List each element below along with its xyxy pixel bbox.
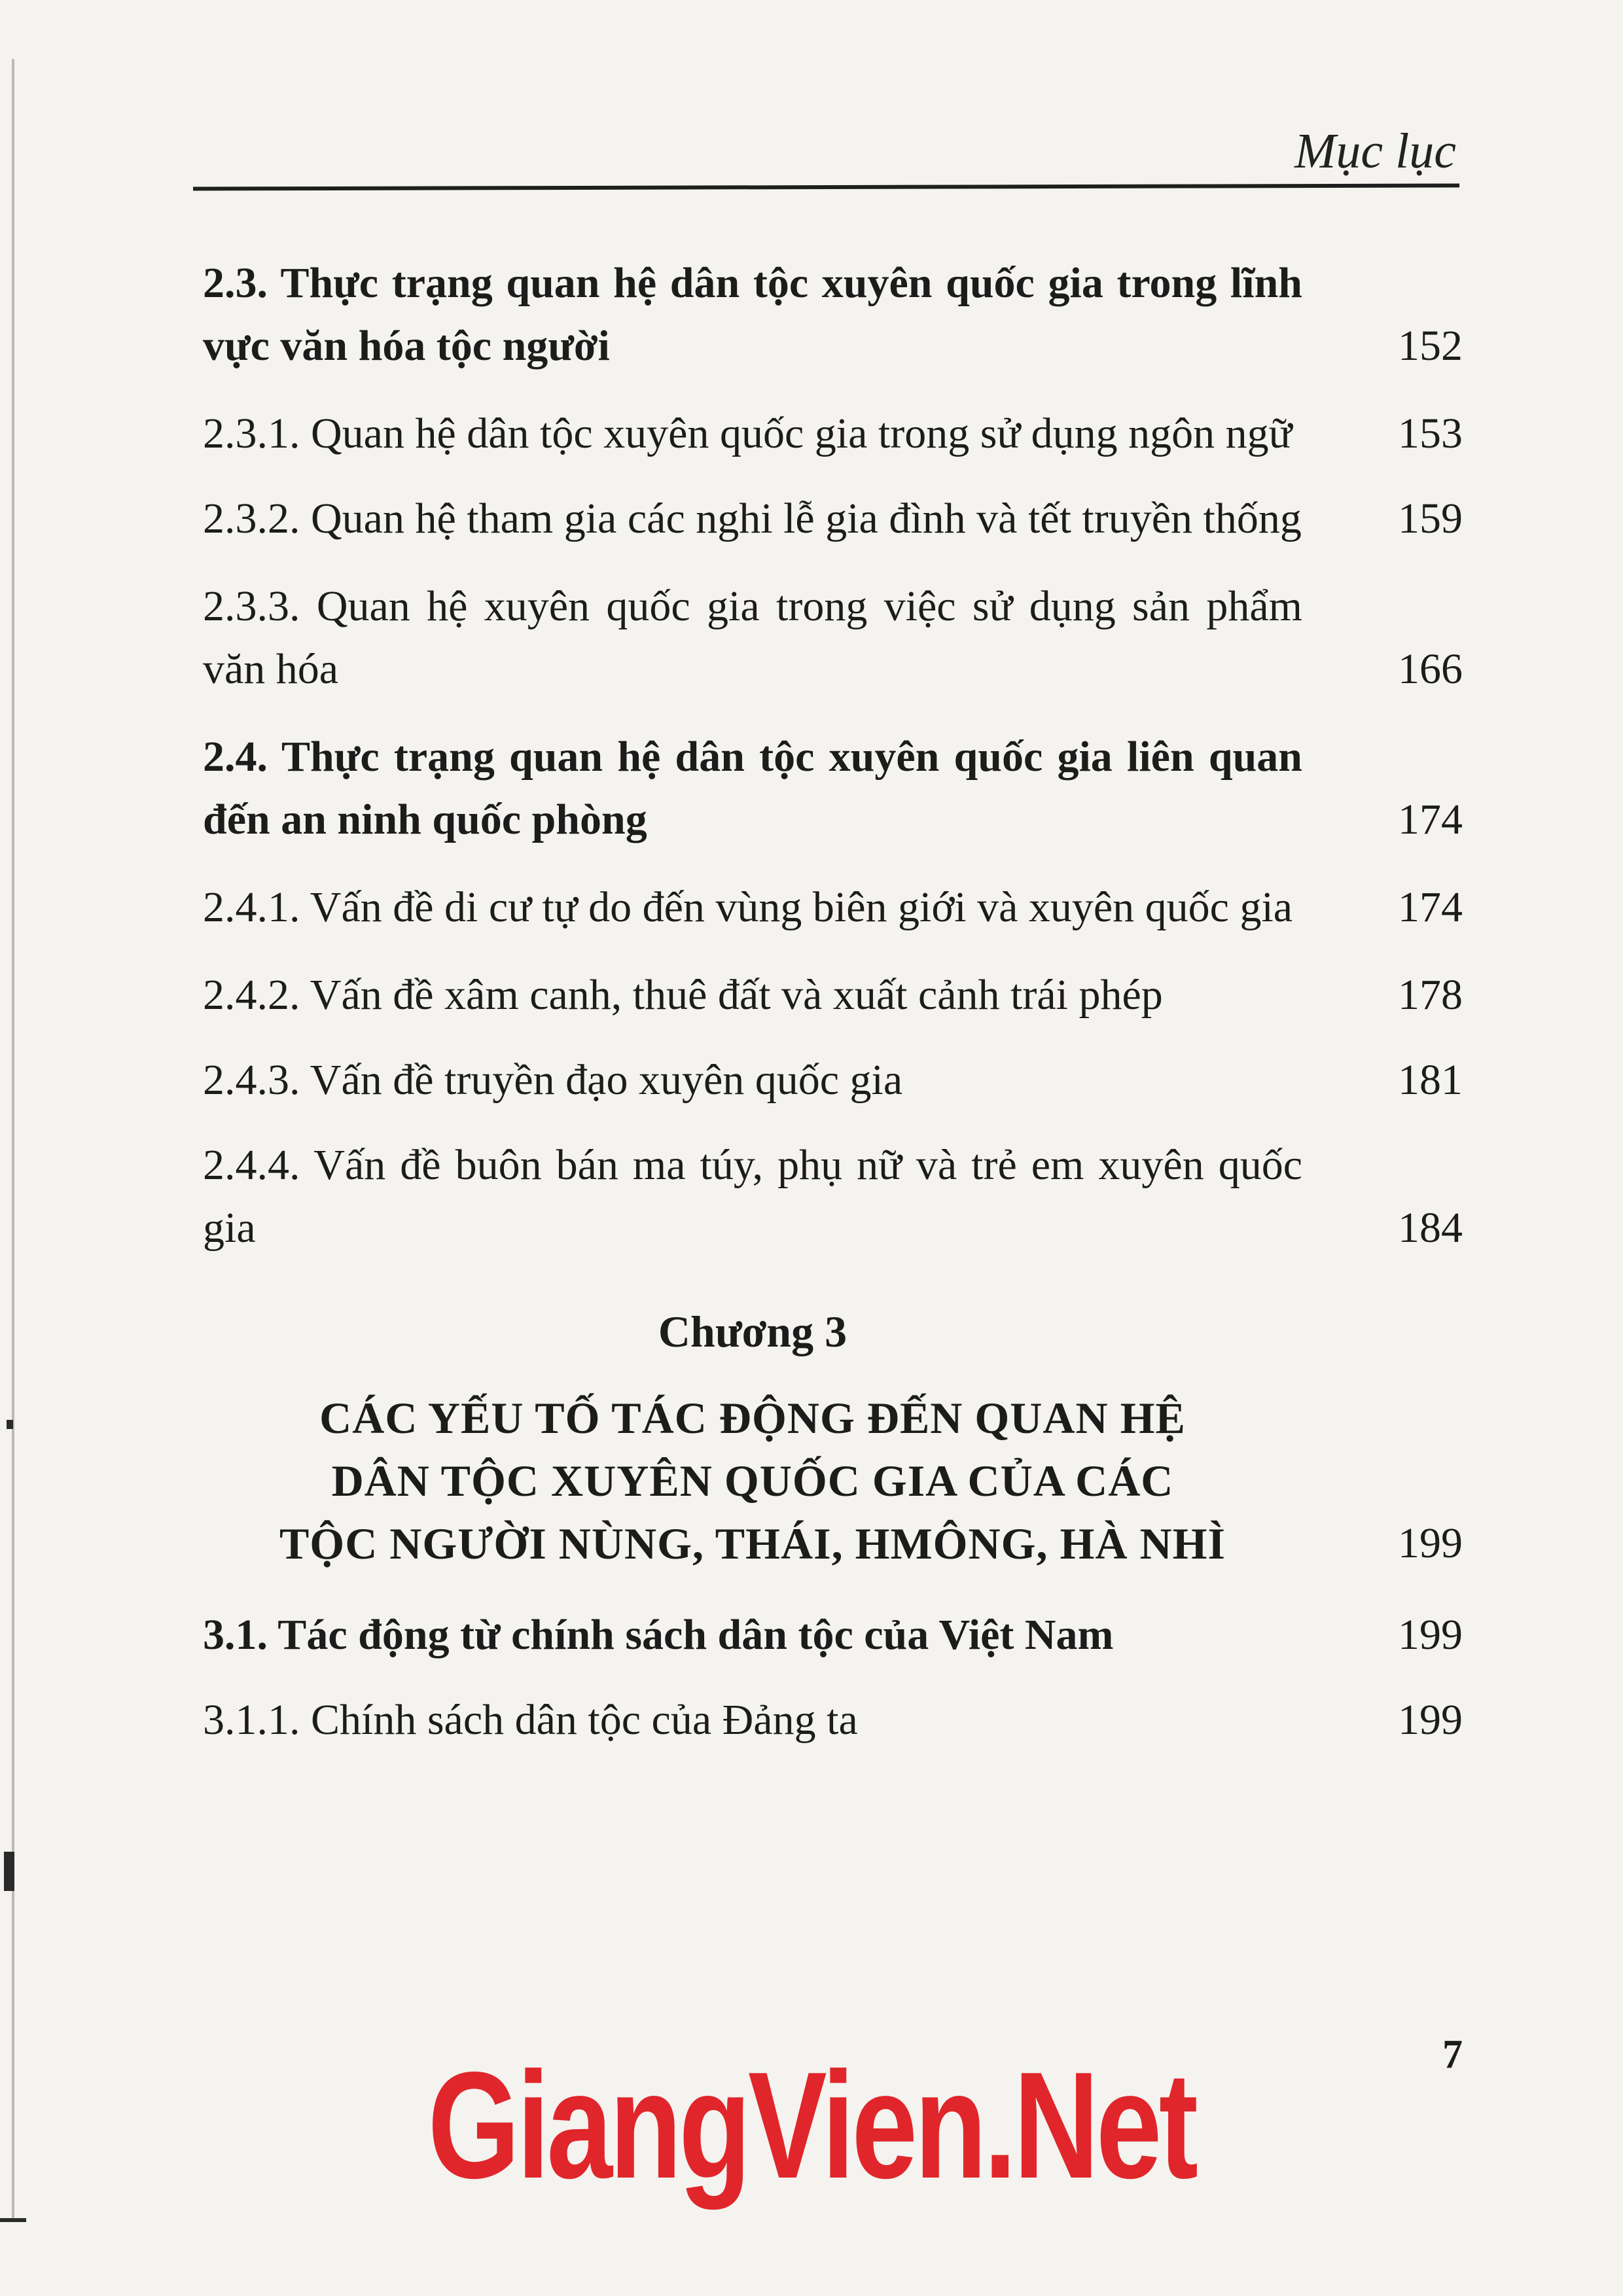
toc-entry-title: 2.3.3. Quan hệ xuyên quốc gia trong việc sử dụng sản phẩm văn hóa [203, 582, 1302, 693]
toc-entry[interactable] [203, 487, 1463, 550]
toc-entry-title: 3.1.1. Chính sách dân tộc của Đảng ta [203, 1696, 858, 1744]
toc-section-part1 [203, 252, 1463, 1260]
watermark-logo: GiangVien.Net [427, 2041, 1196, 2210]
toc-entry-title: 2.4.2. Vấn đề xâm canh, thuê đất và xuất cảnh trái phép [203, 971, 1163, 1019]
chapter-entry[interactable] [203, 1386, 1463, 1575]
chapter-title-line: TỘC NGƯỜI NÙNG, THÁI, HMÔNG, HÀ NHÌ [279, 1519, 1226, 1568]
toc-page-number: 181 [1398, 1056, 1463, 1104]
toc-entry-title: 2.4.4. Vấn đề buôn bán ma túy, phụ nữ và trẻ em xuyên quốc gia [203, 1141, 1302, 1252]
toc-page-number: 184 [1398, 1204, 1463, 1252]
toc-page-number: 199 [1398, 1519, 1463, 1567]
toc-page-number: 153 [1398, 410, 1463, 457]
toc-page-number: 174 [1398, 796, 1463, 843]
toc-entry-title: 2.4.1. Vấn đề di cư tự do đến vùng biên giới và xuyên quốc gia [203, 883, 1293, 931]
chapter-title-line: CÁC YẾU TỐ TÁC ĐỘNG ĐẾN QUAN HỆ [319, 1393, 1186, 1443]
toc-entry-title: 2.3.2. Quan hệ tham gia các nghi lễ gia đình và tết truyền thống [203, 495, 1302, 542]
toc-entry-title: 2.3.1. Quan hệ dân tộc xuyên quốc gia trong sử dụng ngôn ngữ [203, 410, 1293, 457]
toc-entry[interactable] [203, 402, 1463, 465]
toc-section-part2 [203, 1604, 1463, 1752]
toc-page-number: 199 [1398, 1696, 1463, 1744]
edge-mark [4, 1852, 14, 1891]
toc-entry[interactable] [203, 726, 1463, 851]
toc-entry[interactable] [203, 575, 1463, 701]
toc-entry[interactable] [203, 1134, 1463, 1260]
toc-page-number: 166 [1398, 645, 1463, 693]
toc-entry-title: 3.1. Tác động từ chính sách dân tộc của Việt Nam [203, 1611, 1114, 1659]
toc-entry-title: 2.4.3. Vấn đề truyền đạo xuyên quốc gia [203, 1056, 903, 1104]
running-header-title: Mục lục [1294, 124, 1456, 179]
chapter-title [203, 1386, 1302, 1575]
toc-page-number: 199 [1398, 1611, 1463, 1659]
toc-entry-title: 2.4. Thực trạng quan hệ dân tộc xuyên quốc gia liên quan đến an ninh quốc phòng [203, 733, 1302, 843]
table-of-contents [203, 252, 1463, 1774]
toc-entry[interactable] [203, 1049, 1463, 1112]
toc-page-number: 159 [1398, 495, 1463, 542]
header-rule [193, 183, 1459, 190]
toc-page-number: 174 [1398, 883, 1463, 931]
toc-entry[interactable] [203, 876, 1463, 939]
toc-page-number: 178 [1398, 971, 1463, 1019]
chapter-title-line: DÂN TỘC XUYÊN QUỐC GIA CỦA CÁC [331, 1456, 1174, 1506]
toc-entry[interactable] [203, 964, 1463, 1027]
toc-entry[interactable] [203, 1604, 1463, 1667]
toc-page-number: 152 [1398, 322, 1463, 370]
edge-mark [7, 1420, 13, 1429]
page-number: 7 [1442, 2032, 1463, 2077]
binding-edge [12, 59, 14, 2218]
toc-entry[interactable] [203, 1689, 1463, 1752]
edge-mark [0, 2218, 26, 2222]
toc-entry[interactable] [203, 252, 1463, 378]
toc-entry-title: 2.3. Thực trạng quan hệ dân tộc xuyên quốc gia trong lĩnh vực văn hóa tộc người [203, 259, 1302, 370]
chapter-label: Chương 3 [658, 1307, 847, 1356]
